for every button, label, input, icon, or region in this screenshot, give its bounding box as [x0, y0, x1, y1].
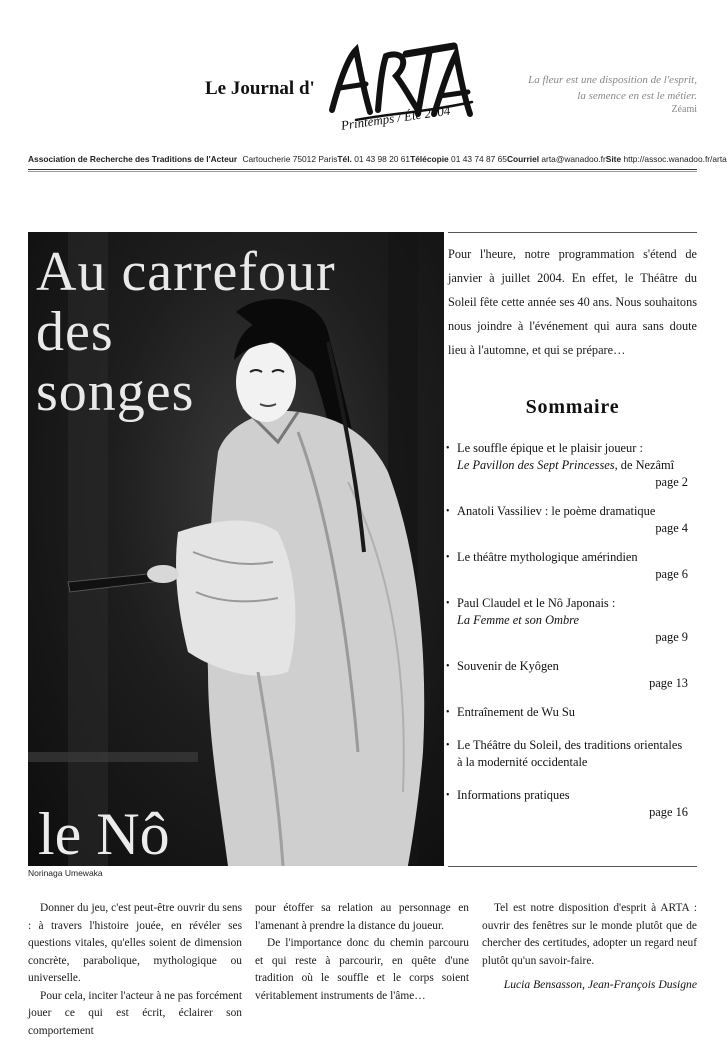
contact-association: Association de Recherche des Traditions de l'Acteur Cartoucherie 75012 Paris — [28, 154, 337, 168]
editorial-column-2 — [255, 900, 469, 1005]
headline-line-3: songes — [36, 362, 336, 422]
contact-bar — [28, 154, 697, 168]
editorial-paragraph: Tel est notre disposition d'esprit à ARTA : ouvrir des fenêtres sur le monde plutôt que de chercher des certitudes, adopter un regard neuf plutôt qu'un savoir-faire. — [482, 900, 697, 970]
toc-item[interactable]: • Le théâtre mythologique amérindien page 6 — [446, 549, 688, 583]
photo-credit: Norinaga Umewaka — [28, 868, 103, 878]
editorial-paragraph: Pour cela, inciter l'acteur à ne pas forcément jouer ce qui est écrit, éclairer son comportement — [28, 988, 242, 1040]
toc-page: page 16 — [457, 804, 688, 821]
contact-email[interactable]: Courriel arta@wanadoo.fr — [507, 154, 606, 168]
epigraph-quote — [467, 72, 697, 104]
cover-headline — [36, 242, 336, 422]
editorial-paragraph: De l'importance donc du chemin parcouru et qui reste à parcourir, en quête d'une tradition où le souffle et le corps soient véritablement instruments de l'âme… — [255, 935, 469, 1005]
toc-page: page 4 — [457, 520, 688, 537]
editorial-signature: Lucia Bensasson, Jean-François Dusigne — [504, 978, 697, 991]
editorial-column-3 — [482, 900, 697, 970]
toc-item[interactable]: • Le souffle épique et le plaisir joueur : Le Pavillon des Sept Princesses, de Nezâmî page 2 — [446, 440, 688, 491]
toc-page: page 9 — [457, 629, 688, 646]
contact-site[interactable]: Site http://assoc.wanadoo.fr/arta — [606, 154, 727, 168]
toc-page: page 2 — [457, 474, 688, 491]
contact-phone: Tél. 01 43 98 20 61 — [337, 154, 410, 168]
editorial-paragraph: Donner du jeu, c'est peut-être ouvrir du sens : à travers l'histoire jouée, en révéler ses questions vitales, qu'elles soient de dimension concrète, parabolique, mythologique ou universelle. — [28, 900, 242, 988]
toc-item[interactable]: • Le Théâtre du Soleil, des traditions orientales à la modernité occidentale — [446, 737, 688, 771]
journal-title-prefix: Le Journal d' — [205, 78, 315, 100]
contact-fax: Télécopie 01 43 74 87 65 — [410, 154, 507, 168]
toc-page: page 13 — [457, 675, 688, 692]
epigraph-line-2: la semence en est le métier. — [467, 88, 697, 104]
toc-item[interactable]: • Souvenir de Kyôgen page 13 — [446, 658, 688, 692]
cover-photo — [28, 232, 444, 866]
intro-paragraph: Pour l'heure, notre programmation s'étend de janvier à juillet 2004. En effet, le Théâtre du Soleil fête cette année ses 40 ans. Nous souhaitons nous joindre à l'événement qui aura sans doute lieu à l'automne, et qui se prépare… — [448, 242, 697, 362]
epigraph-author: Zéami — [671, 104, 697, 115]
contact-divider — [28, 169, 697, 170]
toc-page: page 6 — [457, 566, 688, 583]
table-of-contents — [446, 440, 688, 821]
epigraph-line-1: La fleur est une disposition de l'esprit, — [467, 72, 697, 88]
headline-line-1: Au carrefour — [36, 242, 336, 302]
toc-item[interactable]: • Anatoli Vassiliev : le poème dramatique page 4 — [446, 503, 688, 537]
editorial-column-1 — [28, 900, 242, 1040]
issue-label: Printemps / Été 2004 — [340, 103, 451, 134]
right-column-top-rule — [448, 232, 697, 233]
toc-item[interactable]: • Entraînement de Wu Su — [446, 704, 688, 721]
sommaire-title: Sommaire — [448, 396, 697, 419]
editorial-paragraph: pour étoffer sa relation au personnage en l'amenant à prendre la distance du joueur. — [255, 900, 469, 935]
contact-divider-thin — [28, 171, 697, 172]
right-column-bottom-rule — [448, 866, 697, 867]
toc-item[interactable]: • Paul Claudel et le Nô Japonais : La Femme et son Ombre page 9 — [446, 595, 688, 646]
headline-line-2: des — [36, 302, 336, 362]
toc-item[interactable]: • Informations pratiques page 16 — [446, 787, 688, 821]
cover-headline-bottom: le Nô — [38, 804, 170, 864]
